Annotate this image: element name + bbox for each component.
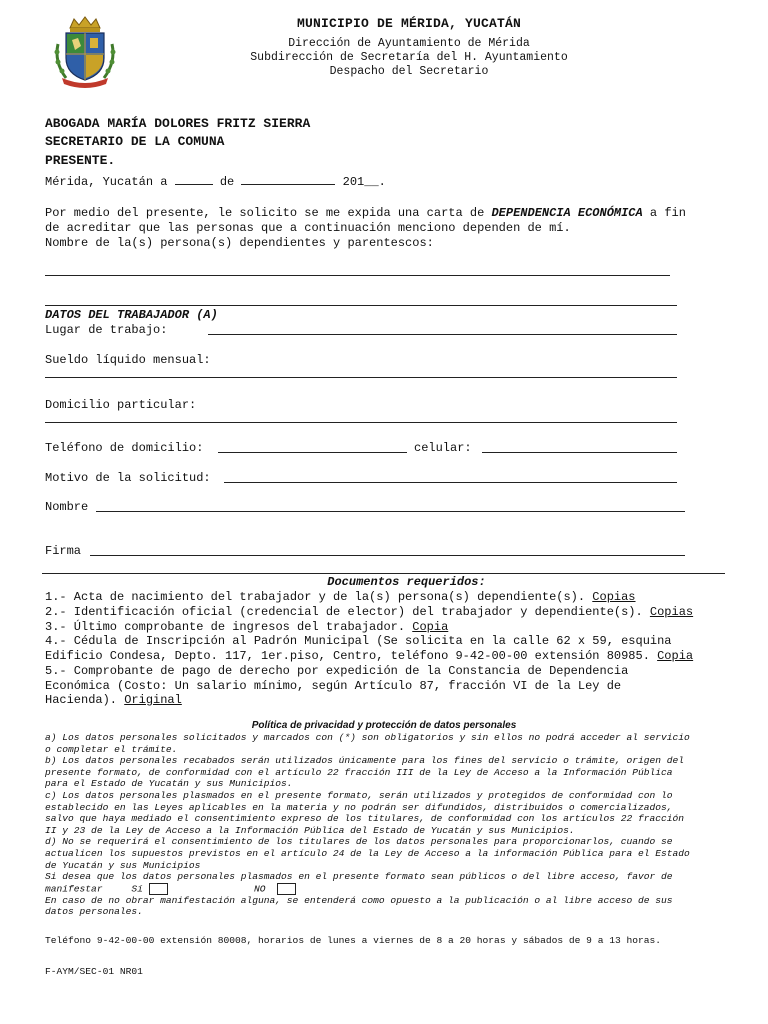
request-line-2: de acreditar que las personas que a continuación menciono dependen de mí. <box>45 221 571 235</box>
document-item-4-text: Edificio Condesa, Depto. 117, 1er.piso, Centro, teléfono 9-42-00-00 extensión 80985. <box>45 649 650 663</box>
request-text-end: a fin <box>649 206 686 220</box>
privacy-line: actualicen los supuestos previstos en el artículo 24 de la Ley de Acceso a la información Pública para el Estado <box>45 847 690 859</box>
month-field[interactable] <box>241 172 335 185</box>
no-checkbox[interactable] <box>277 883 296 895</box>
phone-field[interactable] <box>218 452 407 453</box>
addressee-position: SECRETARIO DE LA COMUNA <box>45 134 225 149</box>
privacy-line: salvo que haya mediado el consentimiento expreso de los titulares, de conformidad con los artículos 22 fracción <box>45 813 685 825</box>
reason-label: Motivo de la solicitud: <box>45 471 211 485</box>
mobile-label: celular: <box>414 441 472 455</box>
request-text-start: Por medio del presente, le solicito se me expida una carta de <box>45 206 485 220</box>
document-item-3-text: 3.- Último comprobante de ingresos del trabajador. <box>45 620 406 634</box>
salary-field[interactable] <box>45 377 677 378</box>
request-line-1 <box>45 206 686 220</box>
document-item-2 <box>45 605 693 619</box>
document-item-5-text: Hacienda). <box>45 693 118 707</box>
privacy-title: Política de privacidad y protección de datos personales <box>251 720 517 731</box>
privacy-line: II y 23 de la Ley de Acceso a la Información Pública del Estado de Yucatán y sus Municipios. <box>45 824 575 836</box>
address-field[interactable] <box>45 422 677 423</box>
document-item-4-line-1: 4.- Cédula de Inscripción al Padrón Municipal (Se solicita en la calle 62 x 59, esquina <box>45 634 672 648</box>
yes-checkbox[interactable] <box>149 883 168 895</box>
privacy-line: a) Los datos personales solicitados y marcados con (*) son obligatorios y sin ellos no podrá acceder al servicio <box>45 732 690 743</box>
document-item-1-text: 1.- Acta de nacimiento del trabajador y de la(s) persona(s) dependiente(s). <box>45 590 586 604</box>
document-item-5-tag: Original <box>124 693 182 707</box>
privacy-line: para el Estado de Yucatán y sus Municipios. <box>45 778 293 790</box>
document-item-5-line-3 <box>45 693 182 707</box>
privacy-line: b) Los datos personales recabados serán utilizados únicamente para los fines del servicio o trámite, origen del <box>45 755 685 767</box>
addressee-name: ABOGADA MARÍA DOLORES FRITZ SIERRA <box>45 116 311 131</box>
privacy-tail-line: datos personales. <box>45 906 143 918</box>
dependents-field-line-2[interactable] <box>45 305 677 306</box>
privacy-line: presente formato, de conformidad con el artículo 22 fracción III de la Ley de Acceso a la Información Pública <box>45 766 673 778</box>
privacy-line: d) No se requerirá el consentimiento de los titulares de los datos personales para proporcionarlos, cuando se <box>45 836 673 848</box>
privacy-body <box>45 732 690 918</box>
manifest-row <box>45 883 690 895</box>
header-line-direction: Dirección de Ayuntamiento de Mérida <box>288 37 530 50</box>
dependents-field-line-1[interactable] <box>45 275 670 276</box>
no-label: NO <box>254 883 266 895</box>
privacy-line: establecido en las Leyes aplicables en la materia y no podrán ser difundidos, distribuidos o comercializados, <box>45 801 673 813</box>
document-item-4-tag: Copia <box>657 649 694 663</box>
name-label: Nombre <box>45 500 89 514</box>
salary-label: Sueldo líquido mensual: <box>45 353 211 367</box>
reason-field[interactable] <box>224 482 677 483</box>
privacy-tail-line: En caso de no obrar manifestación alguna, se entenderá como opuesto a la publicación o al libre acceso de sus <box>45 894 673 906</box>
request-emphasis: DEPENDENCIA ECONÓMICA <box>491 206 643 220</box>
privacy-line: Si desea que los datos personales plasmados en el presente formato sean públicos o del libre acceso, favor de <box>45 871 673 883</box>
document-item-2-tag: Copias <box>649 605 694 619</box>
header-line-subdirection: Subdirección de Secretaría del H. Ayuntamiento <box>250 51 568 64</box>
workplace-label: Lugar de trabajo: <box>45 323 168 337</box>
manifest-label: manifestar <box>45 883 103 895</box>
name-field[interactable] <box>96 511 685 512</box>
date-de: de <box>219 175 235 189</box>
document-item-4-line-2 <box>45 649 693 663</box>
document-item-5-line-1: 5.- Comprobante de pago de derecho por expedición de la Constancia de Dependencia <box>45 664 629 678</box>
document-item-5-line-2: Económica (Costo: Un salario mínimo, según Artículo 87, fracción VI de la Ley de <box>45 679 622 693</box>
address-label: Domicilio particular: <box>45 398 197 412</box>
day-field[interactable] <box>175 172 213 185</box>
signature-label: Firma <box>45 544 82 558</box>
document-item-2-text: 2.- Identificación oficial (credencial de elector) del trabajador y dependiente(s). <box>45 605 643 619</box>
privacy-line: de Yucatán y sus Municipios <box>45 859 201 871</box>
contact-info: Teléfono 9-42-00-00 extensión 80008, horarios de lunes a viernes de 8 a 20 horas y sábados de 9 a 13 horas. <box>45 935 662 946</box>
document-item-3 <box>45 620 448 634</box>
signature-field[interactable] <box>90 555 685 556</box>
date-year: 201__. <box>342 175 386 189</box>
date-prefix: Mérida, Yucatán a <box>45 175 168 189</box>
documents-divider <box>42 573 725 574</box>
workplace-field[interactable] <box>208 334 677 335</box>
documents-title: Documentos requeridos: <box>327 575 486 589</box>
privacy-line: c) Los datos personales plasmados en el presente formato, serán utilizados y protegidos de conformidad con lo <box>45 789 673 801</box>
dependents-label: Nombre de la(s) persona(s) dependientes y parentescos: <box>45 236 434 250</box>
document-item-1 <box>45 590 636 604</box>
municipality-title: MUNICIPIO DE MÉRIDA, YUCATÁN <box>296 16 522 31</box>
document-item-1-tag: Copias <box>592 590 636 604</box>
date-line <box>45 172 386 189</box>
yes-label: Sí <box>131 883 143 895</box>
worker-section-title: DATOS DEL TRABAJADOR (A) <box>45 308 218 322</box>
privacy-line: o completar el trámite. <box>45 743 178 755</box>
form-code: F-AYM/SEC-01 NR01 <box>45 966 143 977</box>
header-line-office: Despacho del Secretario <box>329 65 489 78</box>
phone-label: Teléfono de domicilio: <box>45 441 204 455</box>
mobile-field[interactable] <box>482 452 677 453</box>
addressee-present: PRESENTE. <box>45 153 116 168</box>
document-item-3-tag: Copia <box>412 620 449 634</box>
